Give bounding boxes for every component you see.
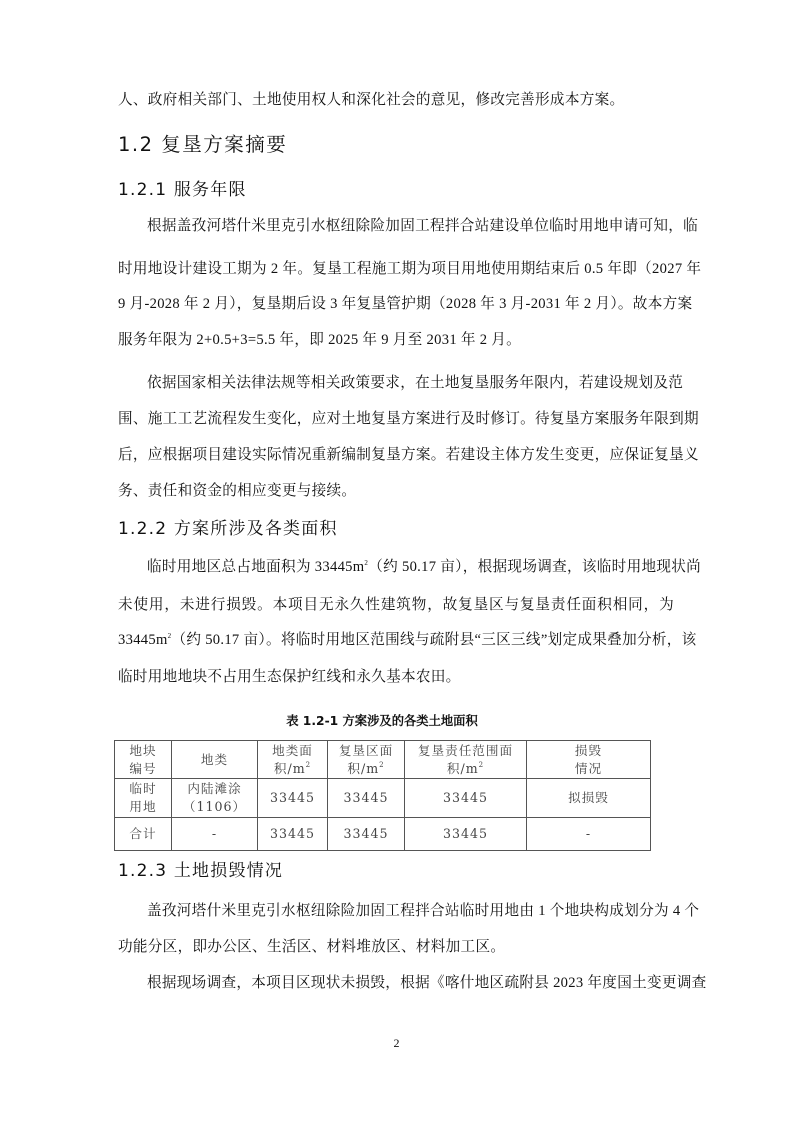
paragraph-line: [118, 630, 697, 650]
header-cell: 损毁 情况: [527, 741, 651, 779]
table-cell: 内陆滩涂 （1106）: [172, 779, 258, 818]
text-run: （约 50.17 亩），根据现场调查，该临时用地现状尚: [368, 559, 702, 575]
page-number: 2: [393, 1036, 400, 1050]
table-cell: 拟损毁: [527, 779, 651, 818]
table-cell: 33445: [258, 779, 328, 818]
paragraph-line: 服务年限为 2+0.5+3=5.5 年，即 2025 年 9 月至 2031 年 2 月。: [118, 332, 522, 348]
paragraph-line: 盖孜河塔什米里克引水枢纽除险加固工程拌合站临时用地由 1 个地块构成划分为 4 个: [147, 903, 700, 919]
table-cell: 33445: [328, 779, 405, 818]
table-cell: 33445: [328, 818, 405, 851]
table-cell: 33445: [258, 818, 328, 851]
header-cell: 地块 编号: [115, 741, 172, 779]
header-cell: 复垦区面 积$/m^2$: [328, 741, 405, 779]
table-cell: 33445: [405, 818, 527, 851]
table-cell: 33445: [405, 779, 527, 818]
paragraph-line: 根据盖孜河塔什米里克引水枢纽除险加固工程拌合站建设单位临时用地申请可知，临: [147, 218, 699, 234]
table-cell: -: [527, 818, 651, 851]
text-run: 临时用地区总占地面积为 33445m: [147, 559, 365, 575]
paragraph-line: 人、政府相关部门、土地使用权人和深化社会的意见，修改完善形成本方案。: [118, 92, 625, 108]
table-header-row: [115, 741, 651, 779]
paragraph-line: 务、责任和资金的相应变更与接续。: [118, 483, 357, 499]
paragraph-line: 9 月-2028 年 2 月），复垦期后设 3 年复垦管护期（2028 年 3 月-2031 年 2 月）。故本方案: [118, 296, 693, 312]
section-heading-1-2-3: 1.2.3 土地损毁情况: [118, 861, 284, 881]
paragraph-line: [147, 557, 702, 577]
paragraph-line: 围、施工工艺流程发生变化，应对土地复垦方案进行及时修订。待复垦方案服务年限到期: [118, 411, 699, 427]
paragraph-line: 功能分区，即办公区、生活区、材料堆放区、材料加工区。: [118, 939, 506, 955]
header-cell: 地类面 积$/m^2$: [258, 741, 328, 779]
table-row: [115, 779, 651, 818]
header-cell: 复垦责任范围面 积$/m^2$: [405, 741, 527, 779]
header-cell: 地类: [172, 741, 258, 779]
paragraph-line: 根据现场调查，本项目区现状未损毁，根据《喀什地区疏附县 2023 年度国土变更调查: [147, 975, 707, 991]
superscript: 2: [364, 559, 369, 567]
table-cell: 合计: [115, 818, 172, 851]
table-row: [115, 818, 651, 851]
paragraph-line: 时用地设计建设工期为 2 年。复垦工程施工期为项目用地使用期结束后 0.5 年即（2027 年: [118, 261, 702, 277]
paragraph-line: 依据国家相关法律法规等相关政策要求，在土地复垦服务年限内，若建设规划及范: [147, 375, 684, 391]
paragraph-line: 临时用地地块不占用生态保护红线和永久基本农田。: [118, 669, 461, 685]
paragraph-line: 未使用，未进行损毁。本项目无永久性建筑物，故复垦区与复垦责任面积相同，为: [118, 597, 674, 613]
section-heading-1-2: 1.2 复垦方案摘要: [118, 133, 288, 156]
superscript: 2: [167, 632, 172, 640]
section-heading-1-2-2: 1.2.2 方案所涉及各类面积: [118, 519, 338, 539]
paragraph-line: 后，应根据项目建设实际情况重新编制复垦方案。若建设主体方发生变更，应保证复垦义: [118, 447, 699, 463]
table-caption: 表 1.2-1 方案涉及的各类土地面积: [286, 714, 478, 728]
text-run: 33445m: [118, 632, 168, 648]
section-heading-1-2-1: 1.2.1 服务年限: [118, 180, 247, 200]
table-cell: 临时 用地: [115, 779, 172, 818]
table-cell: -: [172, 818, 258, 851]
text-run: （约 50.17 亩）。将临时用地区范围线与疏附县“三区三线”划定成果叠加分析，该: [171, 632, 697, 648]
land-area-table: [114, 740, 651, 851]
